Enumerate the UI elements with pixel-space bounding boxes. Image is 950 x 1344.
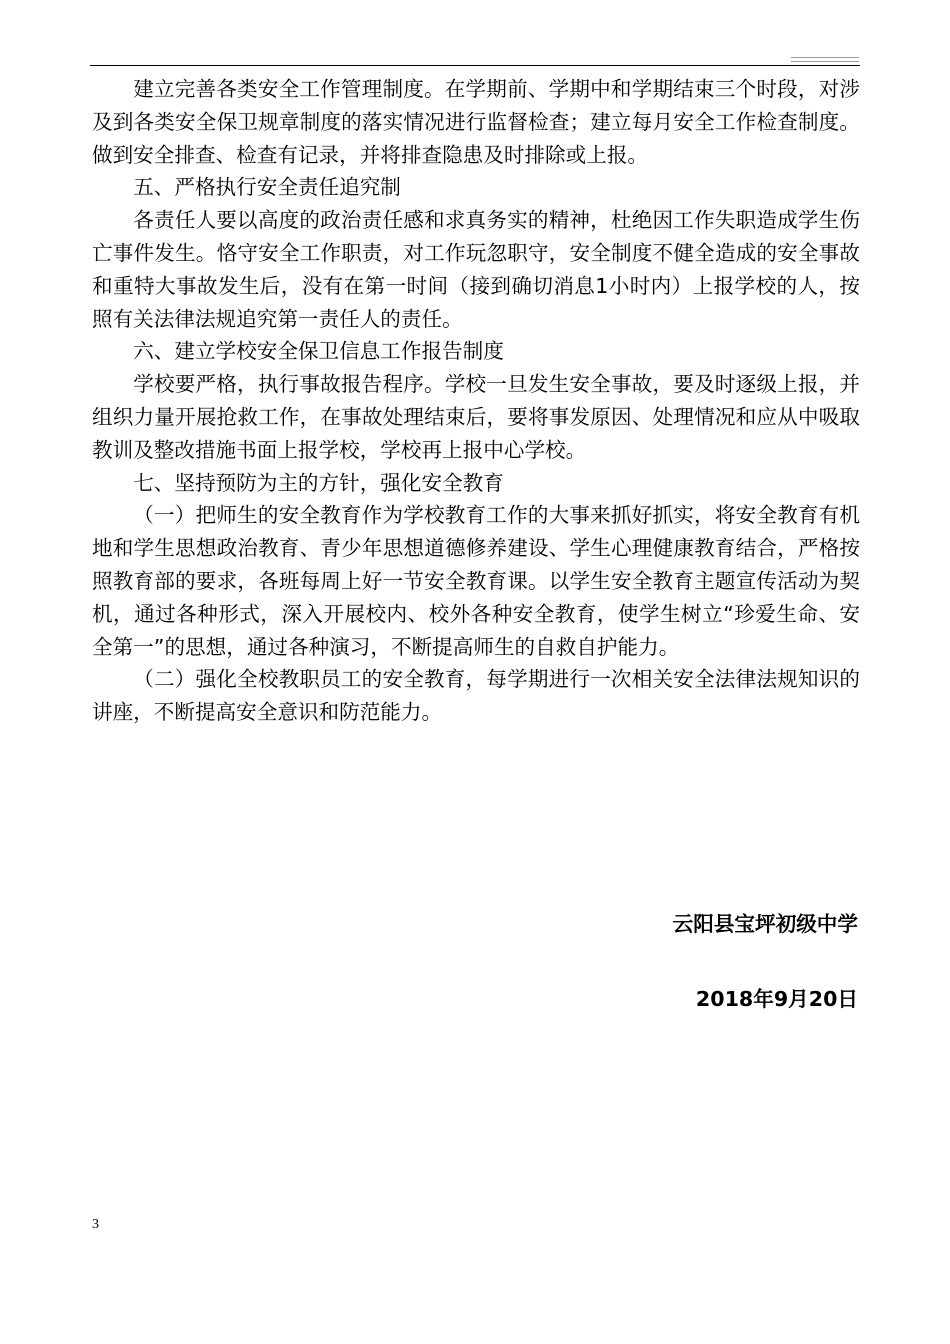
- heading-section-7: 七、坚持预防为主的方针，强化安全教育: [133, 470, 504, 495]
- paragraph-responsibility: 各责任人要以高度的政治责任感和求真务实的精神，杜绝因工作失职造成学生伤亡事件发生。恪守安全工作职责，对工作玩忽职守，安全制度不健全造成的安全事故和重特大事故发生后，没有在第一时间（接到确切消息1小时内）上报学校的人，按照有关法律法规追究第一责任人的责任。: [92, 208, 860, 331]
- page-number: 3: [92, 1217, 99, 1232]
- paragraph-reporting: 学校要严格，执行事故报告程序。学校一旦发生安全事故，要及时逐级上报，并组织力量开展抢救工作，在事故处理结束后，要将事发原因、处理情况和应从中吸取教训及整改措施书面上报学校，学校再上报中心学校。: [92, 372, 860, 462]
- signature-date: 2018年9月20日: [695, 987, 858, 1011]
- signature-organization: 云阳县宝坪初级中学: [672, 912, 858, 936]
- paragraph-education-1: （一）把师生的安全教育作为学校教育工作的大事来抓好抓实，将安全教育有机地和学生思想政治教育、青少年思想道德修养建设、学生心理健康教育结合，严格按照教育部的要求，各班每周上好一节安全教育课。以学生安全教育主题宣传活动为契机，通过各种形式，深入开展校内、校外各种安全教育，使学生树立“珍爱生命、安全第一”的思想，通过各种演习，不断提高师生的自救自护能力。: [92, 503, 860, 659]
- heading-section-5: 五、严格执行安全责任追究制: [133, 175, 401, 200]
- header-decoration-line: [791, 61, 859, 62]
- document-body: [92, 73, 860, 729]
- header-decoration-line: [791, 57, 859, 58]
- heading-section-6: 六、建立学校安全保卫信息工作报告制度: [133, 339, 504, 364]
- paragraph-safety-management-system: 建立完善各类安全工作管理制度。在学期前、学期中和学期结束三个时段，对涉及到各类安全保卫规章制度的落实情况进行监督检查；建立每月安全工作检查制度。做到安全排查、检查有记录，并将排查隐患及时排除或上报。: [92, 77, 860, 167]
- paragraph-education-2: （二）强化全校教职员工的安全教育，每学期进行一次相关安全法律法规知识的讲座，不断提高安全意识和防范能力。: [92, 667, 860, 725]
- header-rule: [90, 65, 860, 66]
